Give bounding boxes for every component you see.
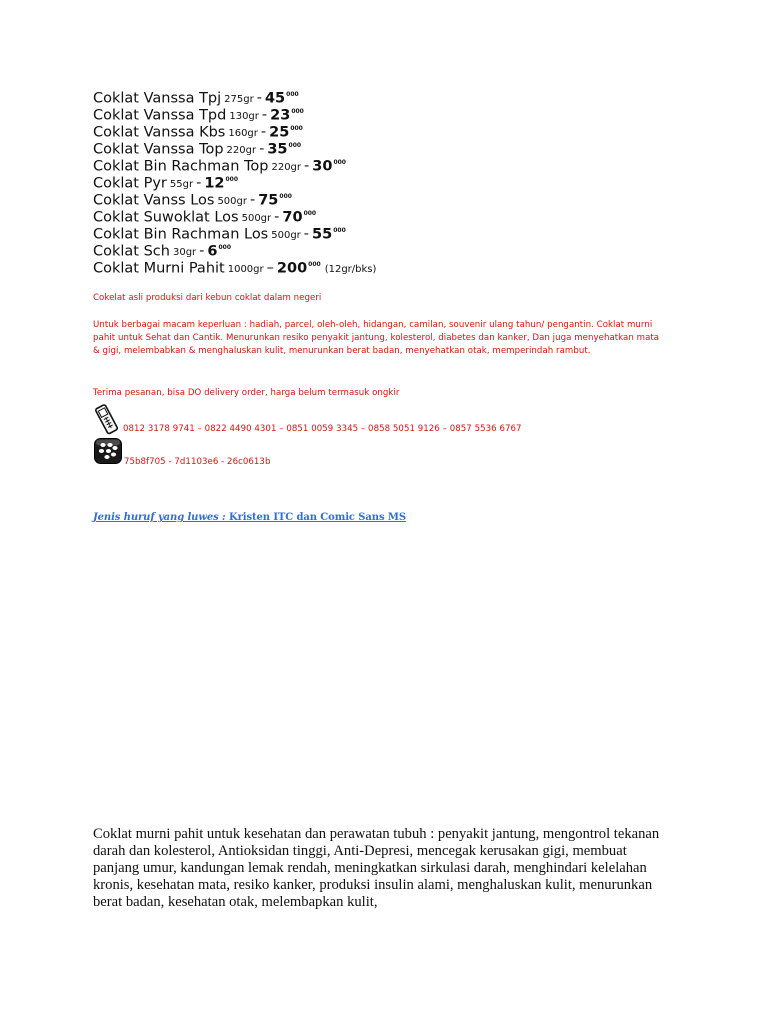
price-row xyxy=(93,120,713,141)
price-suffix: 000 xyxy=(291,108,304,115)
product-price: 30 xyxy=(312,158,333,175)
product-price: 200 xyxy=(276,260,308,277)
product-price: 12 xyxy=(204,175,225,192)
price-row xyxy=(93,188,713,209)
price-separator: – xyxy=(266,260,274,277)
font-names: Kristen ITC dan Comic Sans MS xyxy=(229,512,406,523)
product-name: Coklat Vanssa Tpd xyxy=(93,107,227,124)
uses-paragraph: Untuk berbagai macam keperluan : hadiah, parcel, oleh-oleh, hidangan, camilan, souvenir ulang tahun/ pengantin. Coklat murni pahit untuk Sehat dan Cantik. Menurunkan resiko penyakit jantung, kolesterol, diabetes dan kanker, Dan juga menyehatkan mata & gigi, melembabkan & menghaluskan kulit, menurunkan berat badan, menyehatkan otak, memperindah rambut. xyxy=(93,320,660,356)
product-weight: 500gr xyxy=(271,230,301,242)
product-name: Coklat Vanssa Kbs xyxy=(93,124,226,141)
price-separator: - xyxy=(196,175,202,192)
price-suffix: 000 xyxy=(218,244,232,251)
price-suffix: 000 xyxy=(333,159,346,166)
price-row xyxy=(93,239,713,260)
price-suffix: 000 xyxy=(286,91,299,98)
price-separator: - xyxy=(249,192,256,209)
price-suffix: 000 xyxy=(303,210,317,217)
price-suffix: 000 xyxy=(225,176,239,183)
price-row xyxy=(93,137,713,158)
product-weight: 220gr xyxy=(226,145,257,157)
order-info: Terima pesanan, bisa DO delivery order, harga belum termasuk ongkir xyxy=(93,388,400,398)
product-weight: 275gr xyxy=(224,94,254,106)
price-suffix: 000 xyxy=(279,193,292,200)
price-separator: - xyxy=(274,209,280,226)
product-price: 23 xyxy=(270,107,291,124)
font-recommendation-link[interactable] xyxy=(93,512,406,523)
price-row xyxy=(93,86,713,107)
price-separator: - xyxy=(260,124,267,141)
price-suffix: 000 xyxy=(308,261,321,268)
price-row xyxy=(93,222,713,243)
product-price: 55 xyxy=(312,226,333,243)
price-separator: - xyxy=(303,226,310,243)
product-name: Coklat Bin Rachman Top xyxy=(93,158,269,175)
price-list xyxy=(93,86,713,277)
product-weight: 500gr xyxy=(241,213,272,225)
benefits-paragraph: Coklat murni pahit untuk kesehatan dan perawatan tubuh : penyakit jantung, mengontrol tekanan darah dan kolesterol, Antioksidan tinggi, Anti-Depresi, mencegak kerusakan gigi, membuat panjang umur, kandungan lemak rendah, meningkatkan sirkulasi darah, menghindari kelelahan kronis, kesehatan mata, resiko kanker, produksi insulin alami, menghaluskan kulit, menurunkan berat badan, kesehatan otak, melembapkan kulit, xyxy=(93,826,660,910)
price-separator: - xyxy=(304,158,310,175)
product-name: Coklat Murni Pahit xyxy=(93,260,225,277)
product-weight: 55gr xyxy=(169,179,194,191)
product-weight: 220gr xyxy=(271,162,302,174)
price-separator: - xyxy=(259,141,265,158)
price-row xyxy=(93,256,713,277)
price-suffix: 000 xyxy=(333,227,346,234)
blackberry-icon xyxy=(94,438,122,464)
product-price: 25 xyxy=(269,124,290,141)
product-name: Coklat Bin Rachman Los xyxy=(93,226,269,243)
price-separator: - xyxy=(256,90,262,107)
price-row xyxy=(93,205,713,226)
price-row xyxy=(93,171,713,192)
product-price: 6 xyxy=(207,243,218,260)
price-separator: - xyxy=(199,243,205,260)
product-name: Coklat Vanssa Top xyxy=(93,141,224,158)
product-name: Coklat Vanss Los xyxy=(93,192,215,209)
price-separator: - xyxy=(261,107,268,124)
product-weight: 1000gr xyxy=(227,264,264,276)
package-note: (12gr/bks) xyxy=(324,264,377,276)
bb-pins: 75b8f705 - 7d1103e6 - 26c0613b xyxy=(124,457,271,467)
price-suffix: 000 xyxy=(290,125,303,132)
product-name: Coklat Sch xyxy=(93,243,170,260)
product-weight: 500gr xyxy=(217,196,247,208)
price-row xyxy=(93,154,713,175)
price-suffix: 000 xyxy=(288,142,302,149)
product-name: Coklat Suwoklat Los xyxy=(93,209,239,226)
intro-text: Cokelat asli produksi dari kebun coklat dalam negeri xyxy=(93,293,322,303)
product-weight: 160gr xyxy=(228,128,258,140)
product-weight: 130gr xyxy=(229,111,259,123)
price-row xyxy=(93,103,713,124)
phone-numbers: 0812 3178 9741 – 0822 4490 4301 – 0851 0059 3345 – 0858 5051 9126 – 0857 5536 6767 xyxy=(123,424,522,434)
product-price: 35 xyxy=(267,141,288,158)
product-price: 75 xyxy=(258,192,279,209)
font-note-prefix: Jenis huruf yang luwes : xyxy=(93,512,229,523)
product-name: Coklat Vanssa Tpj xyxy=(93,90,222,107)
mobile-phone-icon xyxy=(92,402,122,436)
product-weight: 30gr xyxy=(172,247,197,259)
product-name: Coklat Pyr xyxy=(93,175,167,192)
product-price: 45 xyxy=(264,90,286,107)
product-price: 70 xyxy=(282,209,303,226)
